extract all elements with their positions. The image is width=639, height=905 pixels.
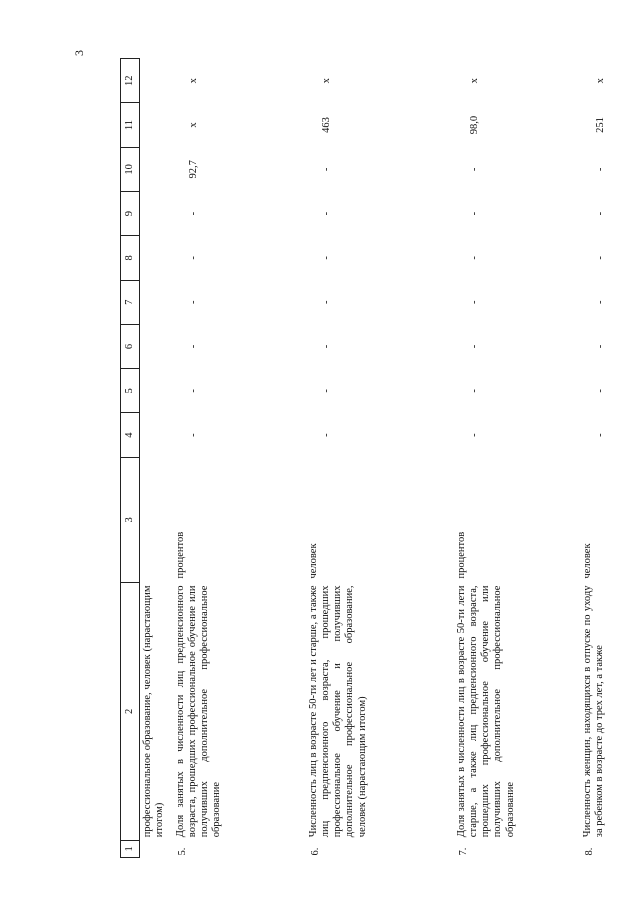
cell-col10: - — [320, 167, 332, 172]
cell-col4: - — [320, 433, 332, 437]
table-row — [303, 59, 451, 858]
cell-col5: - — [468, 389, 480, 393]
header-row — [121, 59, 140, 858]
cell-col4: - — [187, 433, 199, 437]
row-number: 5. — [176, 847, 188, 856]
header-cell: 12 — [121, 59, 140, 103]
row-unit: человек — [581, 543, 593, 579]
cell-col12: x — [320, 78, 332, 84]
cell-col11: 251 — [594, 117, 606, 133]
header-cell: 5 — [121, 369, 140, 413]
cell-col4: - — [468, 433, 480, 437]
header-cell: 11 — [121, 103, 140, 147]
cell-col4: - — [594, 433, 606, 437]
table-row — [170, 59, 303, 858]
row-description: Численность лиц в возрасте 50-ти лет и старше, а также лиц предпенсионного возраста, прошедших профессиональное обучение и получивших дополнительное профессиональное образование, человек (нарастающим итогом) — [307, 585, 368, 838]
cell-col8: - — [468, 256, 480, 260]
rotated-table-frame — [120, 58, 606, 858]
row-number: 6. — [309, 847, 321, 856]
cell-col5: - — [187, 389, 199, 393]
row-description: Доля занятых в численности лиц в возрасте 50-ти лети старше, а также лиц предпенсионного возраста, прошедших профессиональное обучение или получивших дополнительное профессиональное образование — [455, 585, 516, 838]
row-unit: процентов — [174, 531, 186, 579]
header-cell: 8 — [121, 236, 140, 280]
header-cell: 1 — [121, 840, 140, 857]
continuation-text: профессиональное образование, человек (нарастающим итогом) — [142, 585, 166, 838]
cell-col5: - — [594, 389, 606, 393]
cell-col10: 92,7 — [187, 160, 199, 179]
row-number: 8. — [583, 847, 595, 856]
table-row-continuation — [140, 59, 170, 858]
cell-col9: - — [320, 211, 332, 216]
header-cell: 9 — [121, 191, 140, 235]
header-cell: 3 — [121, 457, 140, 582]
cell-col9: - — [187, 211, 199, 216]
cell-col7: - — [594, 300, 606, 304]
cell-col9: - — [594, 211, 606, 216]
cell-col7: - — [320, 300, 332, 304]
cell-col8: - — [187, 256, 199, 260]
header-cell: 2 — [121, 583, 140, 841]
cell-col11: x — [187, 122, 199, 128]
cell-col10: - — [594, 167, 606, 172]
cell-col9: - — [468, 211, 480, 216]
cell-col7: - — [187, 300, 199, 304]
header-cell: 4 — [121, 413, 140, 457]
row-description: Доля занятых в численности лиц предпенсионного возраста, прошедших профессиональное обучение или получивших дополнительное профессиональное образование — [174, 585, 223, 838]
cell-col5: - — [320, 389, 332, 393]
row-description: Численность женщин, находящихся в отпуске по уходу за ребенком в возрасте до трех лет, а также — [581, 585, 605, 838]
page-number: 3 — [72, 50, 86, 56]
cell-col10: - — [468, 167, 480, 172]
cell-col6: - — [320, 344, 332, 349]
cell-col8: - — [594, 256, 606, 260]
cell-col11: 98,0 — [468, 115, 480, 135]
header-cell: 7 — [121, 280, 140, 324]
header-cell: 10 — [121, 147, 140, 191]
table-row — [451, 59, 577, 858]
cell-col7: - — [468, 300, 480, 304]
row-unit: человек — [307, 543, 319, 579]
row-unit: процентов — [455, 531, 467, 579]
cell-col6: - — [594, 344, 606, 349]
cell-col12: x — [594, 78, 606, 84]
cell-col12: x — [468, 78, 480, 84]
cell-col6: - — [187, 344, 199, 349]
header-cell: 6 — [121, 324, 140, 368]
cell-col11: 463 — [320, 117, 332, 133]
row-number: 7. — [457, 847, 469, 856]
table-row — [577, 59, 638, 858]
cell-col12: x — [187, 78, 199, 84]
indicators-table — [120, 58, 638, 858]
cell-col6: - — [468, 344, 480, 349]
cell-col8: - — [320, 256, 332, 260]
